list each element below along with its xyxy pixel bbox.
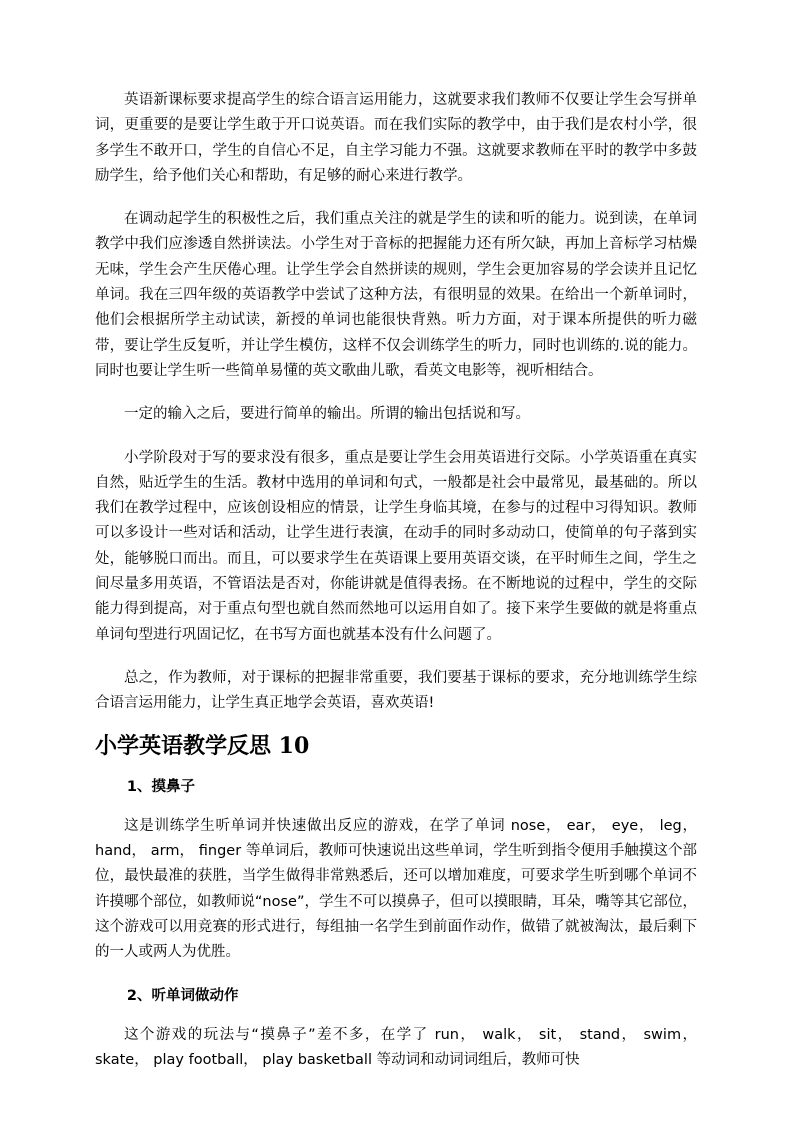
document-page bbox=[95, 88, 697, 1092]
subsection-2-paragraph: 这个游戏的玩法与“摸鼻子”差不多，在学了 run， walk， sit， stand， swim， skate， play football， play basketball 等动词和动词词组后，教师可快 bbox=[95, 1026, 697, 1069]
paragraph-2: 在调动起学生的积极性之后，我们重点关注的就是学生的读和听的能力。说到读，在单词教学中我们应渗透自然拼读法。小学生对于音标的把握能力还有所欠缺，再加上音标学习枯燥无味，学生会产生厌倦心理。让学生学会自然拼读的规则，学生会更加容易的学会读并且记忆单词。我在三四年级的英语教学中尝试了这种方法，有很明显的效果。在给出一个新单词时，他们会根据所学主动试读，新授的单词也能很快背熟。听力方面，对于课本所提供的听力磁带，要让学生反复听，并让学生模仿，这样不仅会训练学生的听力，同时也训练的.说的能力。同时也要让学生听一些简单易懂的英文歌曲儿歌，看英文电影等，视听相结合。 bbox=[95, 211, 697, 379]
subsection-1-paragraph: 这是训练学生听单词并快速做出反应的游戏，在学了单词 nose， ear， eye， leg， hand， arm， finger 等单词后，教师可快速说出这些单词，学生听到指令便用手触摸这个部位，最快最准的获胜，当学生做得非常熟悉后，还可以增加难度，可要求学生听到哪个单词不许摸哪个部位，如教师说“nose”，学生不可以摸鼻子，但可以摸眼睛，耳朵，嘴等其它部位，这个游戏可以用竞赛的形式进行，每组抽一名学生到前面作动作，做错了就被淘汰，最后剩下的一人或两人为优胜。 bbox=[95, 817, 697, 961]
paragraph-1: 英语新课标要求提高学生的综合语言运用能力，这就要求我们教师不仅要让学生会写拼单词，更重要的是要让学生敢于开口说英语。而在我们实际的教学中，由于我们是农村小学，很多学生不敢开口，学生的自信心不足，自主学习能力不强。这就要求教师在平时的教学中多鼓励学生，给予他们关心和帮助，有足够的耐心来进行教学。 bbox=[95, 92, 697, 184]
paragraph-5: 总之，作为教师，对于课标的把握非常重要，我们要基于课标的要求，充分地训练学生综合语言运用能力，让学生真正地学会英语，喜欢英语! bbox=[95, 669, 697, 712]
subsection-title-1: 1、摸鼻子 bbox=[126, 778, 195, 795]
paragraph-3: 一定的输入之后，要进行简单的输出。所谓的输出包括说和写。 bbox=[124, 406, 530, 423]
section-title: 小学英语教学反思 10 bbox=[95, 732, 310, 759]
paragraph-4: 小学阶段对于写的要求没有很多，重点是要让学生会用英语进行交际。小学英语重在真实自然，贴近学生的生活。教材中选用的单词和句式，一般都是社会中最常见，最基础的。所以我们在教学过程中，应该创设相应的情景，让学生身临其境，在参与的过程中习得知识。教师可以多设计一些对话和活动，让学生进行表演，在动手的同时多动动口，使简单的句子落到实处，能够脱口而出。而且，可以要求学生在英语课上要用英语交谈，在平时师生之间，学生之间尽量多用英语，不管语法是否对，你能讲就是值得表扬。在不断地说的过程中，学生的交际能力得到提高，对于重点句型也就自然而然地可以运用自如了。接下来学生要做的就是将重点单词句型进行巩固记忆，在书写方面也就基本没有什么问题了。 bbox=[95, 449, 697, 643]
subsection-title-2: 2、听单词做动作 bbox=[126, 987, 239, 1004]
